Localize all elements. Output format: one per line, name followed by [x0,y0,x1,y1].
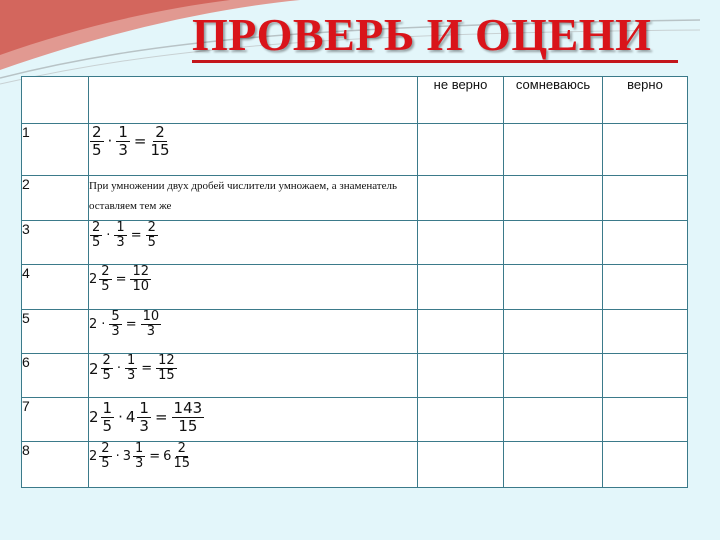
header-empty-statement [89,77,418,124]
cell-correct[interactable] [603,442,688,488]
cell-doubt[interactable] [504,124,603,176]
cell-not-correct[interactable] [418,265,504,310]
row-number: 1 [22,124,89,176]
cell-not-correct[interactable] [418,354,504,398]
table-row [22,442,688,488]
cell-doubt[interactable] [504,265,603,310]
cell-correct[interactable] [603,221,688,265]
self-check-table [21,76,688,488]
table-row [22,265,688,310]
cell-correct[interactable] [603,310,688,354]
table-row [22,398,688,442]
title-underline [192,60,678,63]
table-row [22,124,688,176]
row-number: 3 [22,221,89,265]
table-header-row [22,77,688,124]
header-doubt: сомневаюсь [504,77,603,124]
row-expression: 2 $\frac{2}{5}$ · 3 $\frac{1}{3}$ = 6 $\frac{2}{15}$ [89,442,418,488]
header-not-correct: не верно [418,77,504,124]
row-expression: 2 $\frac{2}{5}$ = $\frac{12}{10}$ [89,265,418,310]
cell-not-correct[interactable] [418,310,504,354]
row-number: 8 [22,442,89,488]
cell-not-correct[interactable] [418,221,504,265]
row-expression: $\frac{2}{5}$ · $\frac{1}{3}$ = $\frac{2}{15}$ [89,124,418,176]
cell-not-correct[interactable] [418,176,504,221]
row-statement: При умножении двух дробей числители умножаем, а знаменатель оставляем тем же [89,176,418,221]
row-number: 2 [22,176,89,221]
cell-doubt[interactable] [504,442,603,488]
table-row [22,221,688,265]
row-number: 4 [22,265,89,310]
cell-not-correct[interactable] [418,442,504,488]
row-expression: 2 $\frac{1}{5}$ · 4 $\frac{1}{3}$ = $\frac{143}{15}$ [89,398,418,442]
page-title: ПРОВЕРЬ И ОЦЕНИ [192,9,652,60]
header-correct: верно [603,77,688,124]
table-row [22,310,688,354]
cell-doubt[interactable] [504,310,603,354]
table-row [22,176,688,221]
cell-correct[interactable] [603,398,688,442]
row-expression: 2 · $\frac{5}{3}$ = $\frac{10}{3}$ [89,310,418,354]
cell-doubt[interactable] [504,221,603,265]
row-expression: 2 $\frac{2}{5}$ · $\frac{1}{3}$ = $\frac{12}{15}$ [89,354,418,398]
row-number: 5 [22,310,89,354]
cell-correct[interactable] [603,124,688,176]
cell-doubt[interactable] [504,354,603,398]
header-empty-num [22,77,89,124]
cell-correct[interactable] [603,176,688,221]
cell-not-correct[interactable] [418,124,504,176]
table-row [22,354,688,398]
cell-not-correct[interactable] [418,398,504,442]
cell-doubt[interactable] [504,176,603,221]
cell-doubt[interactable] [504,398,603,442]
cell-correct[interactable] [603,354,688,398]
cell-correct[interactable] [603,265,688,310]
row-expression: $\frac{2}{5}$ · $\frac{1}{3}$ = $\frac{2}{5}$ [89,221,418,265]
row-number: 6 [22,354,89,398]
row-number: 7 [22,398,89,442]
